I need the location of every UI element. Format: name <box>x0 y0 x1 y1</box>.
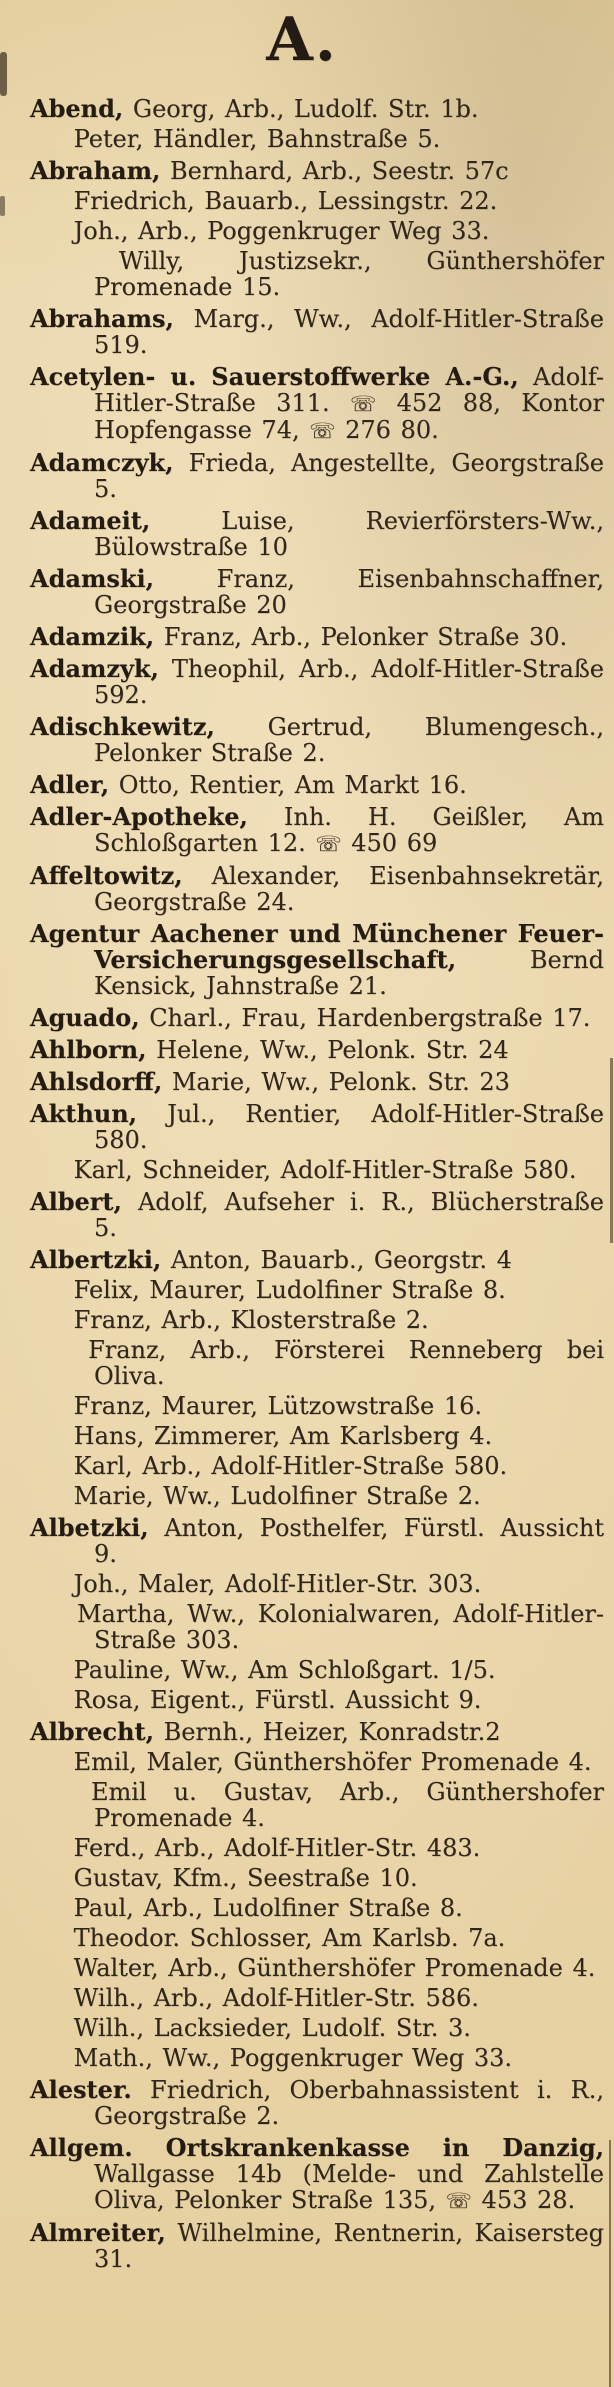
ditto-dash <box>30 1601 64 1627</box>
scan-artifact-right-line <box>610 1058 613 1243</box>
directory-entry: Adler-Apotheke, Inh. H. Geißler, Am Schloßgarten 12. ☏ 450 69 <box>30 802 604 857</box>
phone-icon: ☏ <box>315 832 342 856</box>
entry-surname: Abrahams, <box>30 304 174 333</box>
entry-surname: Adamzik, <box>30 622 155 651</box>
directory-entry: Akthun, Jul., Rentier, Adolf-Hitler-Straße 580. <box>30 1099 604 1154</box>
entry-surname: Abraham, <box>30 156 161 185</box>
directory-entry: Wilh., Lacksieder, Ludolf. Str. 3. <box>30 2015 604 2041</box>
ditto-dash <box>30 1337 64 1363</box>
entry-surname: Ahlborn, <box>30 1035 147 1064</box>
entry-surname: Akthun, <box>30 1099 138 1128</box>
ditto-dash <box>30 1307 64 1333</box>
phone-icon: ☏ <box>445 2189 472 2213</box>
ditto-dash <box>30 1749 64 1775</box>
directory-entry: Friedrich, Bauarb., Lessingstr. 22. <box>30 188 604 214</box>
directory-entry: Karl, Arb., Adolf-Hitler-Straße 580. <box>30 1453 604 1479</box>
entry-surname: Agentur Aachener und Münchener Feuer-Versicherungsgesellschaft, <box>30 919 604 974</box>
section-letter-heading: A. <box>266 5 338 75</box>
entry-surname: Adameit, <box>30 506 151 535</box>
directory-entry: Abrahams, Marg., Ww., Adolf-Hitler-Straße 519. <box>30 304 604 359</box>
directory-entry: Joh., Arb., Poggenkruger Weg 33. <box>30 218 604 244</box>
ditto-dash <box>30 188 64 214</box>
entry-surname: Adamczyk, <box>30 448 174 477</box>
entry-surname: Albert, <box>30 1187 122 1216</box>
directory-entry: Franz, Arb., Klosterstraße 2. <box>30 1307 604 1333</box>
ditto-dash <box>30 1955 64 1981</box>
directory-entry: Willy, Justizsekr., Günthershöfer Promenade 15. <box>30 248 604 300</box>
entry-surname: Abend, <box>30 94 124 123</box>
ditto-dash <box>30 1657 64 1683</box>
directory-entry: Adamzik, Franz, Arb., Pelonker Straße 30. <box>30 622 568 651</box>
directory-entry: Adamski, Franz, Eisenbahnschaffner, Georgstraße 20 <box>30 564 604 619</box>
directory-entry: Alester. Friedrich, Oberbahnassistent i. R., Georgstraße 2. <box>30 2075 604 2130</box>
directory-entry: Albert, Adolf, Aufseher i. R., Blücherstraße 5. <box>30 1187 604 1242</box>
directory-entry: Albrecht, Bernh., Heizer, Konradstr.2 <box>30 1717 501 1746</box>
scan-artifact-smudge <box>0 52 7 96</box>
ditto-dash <box>30 1157 64 1183</box>
ditto-dash <box>30 1779 64 1805</box>
directory-entry: Allgem. Ortskrankenkasse in Danzig, Wallgasse 14b (Melde- und Zahlstelle Oliva, Pelonker Straße 135, ☏ 453 28. <box>30 2133 604 2214</box>
ditto-dash <box>30 1835 64 1861</box>
ditto-dash <box>30 1423 64 1449</box>
entry-surname: Albertzki, <box>30 1245 162 1274</box>
entry-surname: Allgem. Ortskrankenkasse in Danzig, <box>30 2133 604 2162</box>
scan-artifact-smudge <box>0 196 5 216</box>
ditto-dash <box>30 1985 64 2011</box>
directory-entry: Abraham, Bernhard, Arb., Seestr. 57c <box>30 156 509 185</box>
ditto-dash <box>30 1483 64 1509</box>
directory-entry: Math., Ww., Poggenkruger Weg 33. <box>30 2045 604 2071</box>
entry-surname: Adler, <box>30 770 110 799</box>
directory-entry: Abend, Georg, Arb., Ludolf. Str. 1b. <box>30 94 479 123</box>
directory-entry: Almreiter, Wilhelmine, Rentnerin, Kaisersteg 31. <box>30 2218 604 2273</box>
directory-entry: Walter, Arb., Günthershöfer Promenade 4. <box>30 1955 604 1981</box>
directory-entry: Felix, Maurer, Ludolfiner Straße 8. <box>30 1277 604 1303</box>
entry-surname: Adamzyk, <box>30 654 159 683</box>
directory-entry: Wilh., Arb., Adolf-Hitler-Str. 586. <box>30 1985 604 2011</box>
ditto-dash <box>30 1925 64 1951</box>
directory-entry: Adameit, Luise, Revierförsters-Ww., Bülowstraße 10 <box>30 506 604 561</box>
directory-entry: Franz, Maurer, Lützowstraße 16. <box>30 1393 604 1419</box>
ditto-dash <box>30 2045 64 2071</box>
directory-entry: Albertzki, Anton, Bauarb., Georgstr. 4 <box>30 1245 512 1274</box>
entry-surname: Albrecht, <box>30 1717 154 1746</box>
directory-entry: Emil, Maler, Günthershöfer Promenade 4. <box>30 1749 604 1775</box>
directory-entry: Gustav, Kfm., Seestraße 10. <box>30 1865 604 1891</box>
entry-surname: Ahlsdorff, <box>30 1067 163 1096</box>
directory-entry: Marie, Ww., Ludolfiner Straße 2. <box>30 1483 604 1509</box>
directory-entry: Theodor. Schlosser, Am Karlsb. 7a. <box>30 1925 604 1951</box>
ditto-dash <box>30 1277 64 1303</box>
directory-entry: Martha, Ww., Kolonialwaren, Adolf-Hitler-Straße 303. <box>30 1601 604 1653</box>
entry-surname: Adler-Apotheke, <box>30 802 248 831</box>
directory-entry: Adamzyk, Theophil, Arb., Adolf-Hitler-Straße 592. <box>30 654 604 709</box>
ditto-dash <box>30 2015 64 2041</box>
directory-entry: Aguado, Charl., Frau, Hardenbergstraße 17. <box>30 1003 591 1032</box>
directory-entry: Paul, Arb., Ludolfiner Straße 8. <box>30 1895 604 1921</box>
directory-entry: Franz, Arb., Försterei Renneberg bei Oliva. <box>30 1337 604 1389</box>
ditto-dash <box>30 1393 64 1419</box>
directory-entry: Albetzki, Anton, Posthelfer, Fürstl. Aussicht 9. <box>30 1513 604 1568</box>
directory-entry: Ahlborn, Helene, Ww., Pelonk. Str. 24 <box>30 1035 509 1064</box>
directory-entry: Hans, Zimmerer, Am Karlsberg 4. <box>30 1423 604 1449</box>
ditto-dash <box>30 1865 64 1891</box>
directory-entry: Adler, Otto, Rentier, Am Markt 16. <box>30 770 467 799</box>
ditto-dash <box>30 1687 64 1713</box>
directory-entry: Pauline, Ww., Am Schloßgart. 1/5. <box>30 1657 604 1683</box>
entry-surname: Aguado, <box>30 1003 140 1032</box>
directory-entry: Adamczyk, Frieda, Angestellte, Georgstraße 5. <box>30 448 604 503</box>
ditto-dash <box>30 1453 64 1479</box>
entry-surname: Acetylen- u. Sauerstoffwerke A.-G., <box>30 362 519 391</box>
entry-surname: Alester. <box>30 2075 132 2104</box>
ditto-dash <box>30 218 64 244</box>
ditto-dash <box>30 248 64 274</box>
directory-entry: Karl, Schneider, Adolf-Hitler-Straße 580. <box>30 1157 604 1183</box>
directory-entry: Rosa, Eigent., Fürstl. Aussicht 9. <box>30 1687 604 1713</box>
directory-entry: Adischkewitz, Gertrud, Blumengesch., Pelonker Straße 2. <box>30 712 604 767</box>
phone-icon: ☏ <box>309 419 336 443</box>
directory-entry: Peter, Händler, Bahnstraße 5. <box>30 126 604 152</box>
entry-surname: Affeltowitz, <box>30 861 183 890</box>
directory-entry: Joh., Maler, Adolf-Hitler-Str. 303. <box>30 1571 604 1597</box>
directory-entry: Ferd., Arb., Adolf-Hitler-Str. 483. <box>30 1835 604 1861</box>
directory-entry: Affeltowitz, Alexander, Eisenbahnsekretär, Georgstraße 24. <box>30 861 604 916</box>
directory-entry: Emil u. Gustav, Arb., Günthershofer Promenade 4. <box>30 1779 604 1831</box>
directory-entry: Acetylen- u. Sauerstoffwerke A.-G., Adolf-Hitler-Straße 311. ☏ 452 88, Kontor Hopfengasse 74, ☏ 276 80. <box>30 362 604 444</box>
directory-entry: Ahlsdorff, Marie, Ww., Pelonk. Str. 23 <box>30 1067 510 1096</box>
entry-surname: Adamski, <box>30 564 154 593</box>
entry-surname: Albetzki, <box>30 1513 149 1542</box>
phone-icon: ☏ <box>349 392 377 416</box>
entry-surname: Almreiter, <box>30 2218 166 2247</box>
directory-entry: Agentur Aachener und Münchener Feuer-Versicherungsgesellschaft, Bernd Kensick, Jahnstraße 21. <box>30 919 604 1000</box>
ditto-dash <box>30 1895 64 1921</box>
ditto-dash <box>30 1571 64 1597</box>
entries-list <box>30 96 604 2272</box>
ditto-dash <box>30 126 64 152</box>
scan-artifact-right-line <box>609 2140 611 2387</box>
entry-surname: Adischkewitz, <box>30 712 215 741</box>
